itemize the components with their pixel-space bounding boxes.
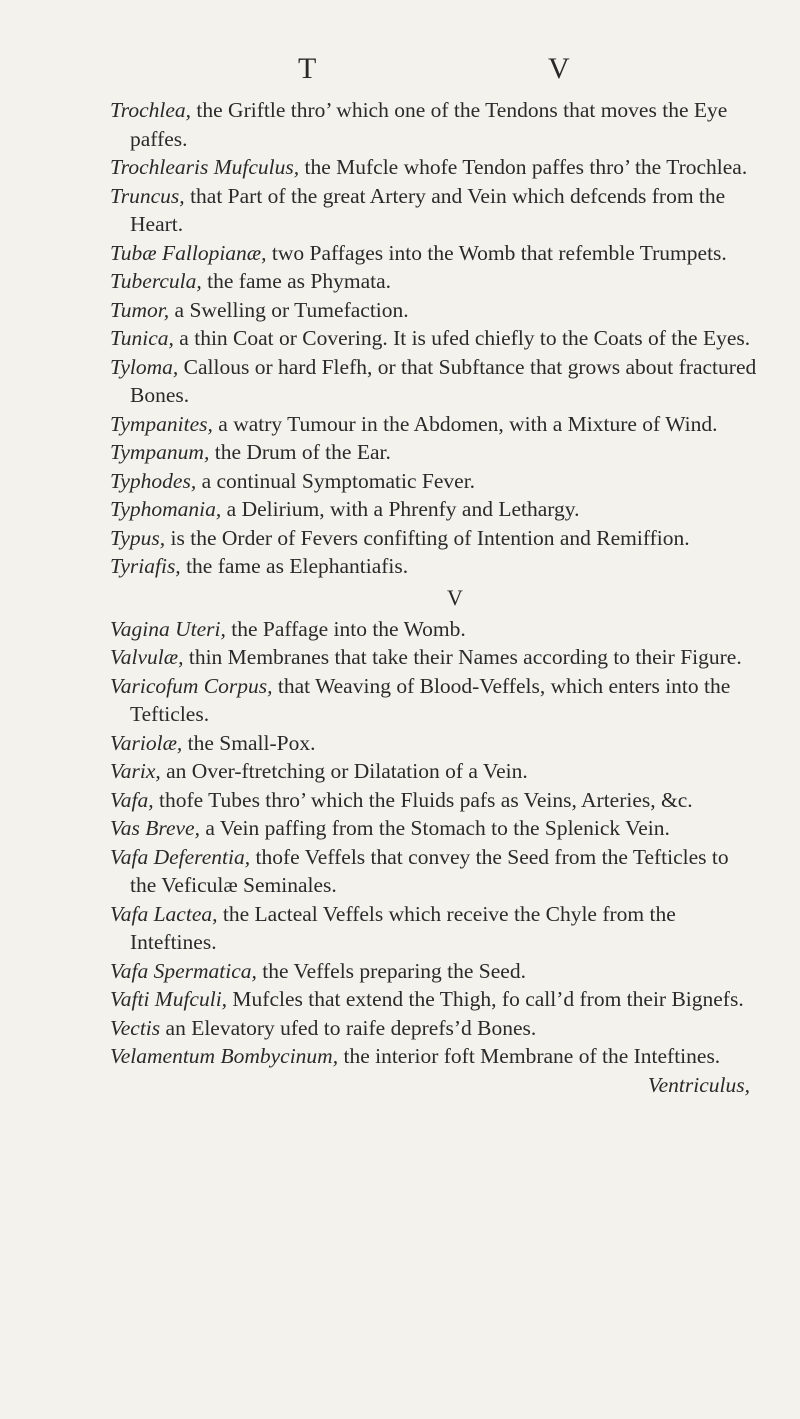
dictionary-entry bbox=[110, 643, 760, 672]
entry-term: Tumor, bbox=[110, 297, 170, 322]
dictionary-entry bbox=[110, 267, 760, 296]
entry-term: Trochlea, bbox=[110, 98, 192, 122]
entry-definition: the interior foft Membrane of the Inteftines. bbox=[343, 1044, 721, 1068]
dictionary-entry bbox=[110, 153, 760, 182]
entry-definition: Callous or hard Flefh, or that Subftance that grows about fractured Bones. bbox=[130, 354, 757, 407]
dictionary-entry bbox=[110, 96, 760, 153]
entry-definition: the Paffage into the Womb. bbox=[231, 616, 466, 641]
dictionary-entry bbox=[110, 729, 760, 758]
entry-term: Trochlearis Mufculus, bbox=[110, 155, 300, 179]
entry-definition: the Small-Pox. bbox=[187, 730, 316, 755]
entry-term: Vas Breve, bbox=[110, 816, 200, 840]
entry-term: Vafa Lactea, bbox=[110, 901, 218, 926]
entry-definition: the Drum of the Ear. bbox=[214, 440, 391, 464]
dictionary-entry bbox=[110, 410, 760, 439]
dictionary-entry bbox=[110, 900, 760, 957]
dictionary-entry bbox=[110, 1014, 760, 1043]
dictionary-entry bbox=[110, 182, 760, 239]
entry-definition: a watry Tumour in the Abdomen, with a Mixture of Wind. bbox=[218, 411, 718, 436]
entry-definition: the fame as Phymata. bbox=[207, 269, 392, 293]
dictionary-entry bbox=[110, 786, 760, 815]
header-letter-left: T bbox=[298, 52, 317, 85]
dictionary-entry bbox=[110, 438, 760, 467]
entry-definition: thofe Veffels that convey the Seed from the Tefticles to the Veficulæ Seminales. bbox=[130, 844, 729, 897]
dictionary-entry bbox=[110, 524, 760, 553]
entry-term: Tyriafis, bbox=[110, 554, 181, 578]
entry-term: Variolæ, bbox=[110, 730, 183, 755]
dictionary-entry bbox=[110, 239, 760, 268]
entry-definition: that Part of the great Artery and Vein which defcends from the Heart. bbox=[130, 183, 726, 236]
entry-definition: Mufcles that extend the Thigh, fo call’d from their Bignefs. bbox=[232, 987, 744, 1011]
entry-term: Vafa, bbox=[110, 787, 154, 812]
entries-t-section bbox=[110, 96, 760, 581]
entry-definition: a Swelling or Tumefaction. bbox=[174, 297, 409, 322]
dictionary-entries bbox=[110, 96, 760, 1099]
entry-definition: the Lacteal Veffels which receive the Chyle from the Inteftines. bbox=[130, 901, 676, 954]
section-letter-v: V bbox=[447, 584, 463, 610]
dictionary-entry bbox=[110, 353, 760, 410]
dictionary-entry bbox=[110, 843, 760, 900]
entry-definition: a Vein paffing from the Stomach to the Splenick Vein. bbox=[205, 816, 670, 840]
entry-definition: the Griftle thro’ which one of the Tendons that moves the Eye paffes. bbox=[130, 98, 728, 151]
dictionary-entry bbox=[110, 615, 760, 644]
entry-term: Vagina Uteri, bbox=[110, 616, 226, 641]
entries-v-section bbox=[110, 615, 760, 1071]
page-header bbox=[0, 52, 800, 92]
header-letter-right: V bbox=[548, 52, 570, 85]
entry-term: Varix, bbox=[110, 759, 161, 783]
dictionary-entry bbox=[110, 757, 760, 786]
entry-term: Tympanum, bbox=[110, 440, 210, 464]
entry-term: Tubæ Fallopianæ, bbox=[110, 240, 267, 265]
entry-term: Typhodes, bbox=[110, 468, 197, 493]
entry-definition: thin Membranes that take their Names according to their Figure. bbox=[188, 645, 742, 669]
catchword: Ventriculus, bbox=[647, 1072, 750, 1097]
entry-definition: an Elevatory ufed to raife deprefs’d Bones. bbox=[165, 1015, 537, 1040]
entry-definition: a continual Symptomatic Fever. bbox=[201, 468, 476, 493]
entry-term: Typus, bbox=[110, 525, 166, 550]
entry-term: Tympanites, bbox=[110, 411, 213, 436]
entry-definition: the fame as Elephantiafis. bbox=[186, 554, 409, 578]
entry-definition: that Weaving of Blood-Veffels, which enters into the Tefticles. bbox=[130, 673, 731, 726]
entry-term: Tunica, bbox=[110, 326, 174, 350]
dictionary-entry bbox=[110, 495, 760, 524]
entry-definition: two Paffages into the Womb that refemble Trumpets. bbox=[271, 240, 727, 265]
entry-definition: an Over-ftretching or Dilatation of a Vein. bbox=[166, 759, 528, 783]
entry-term: Tyloma, bbox=[110, 354, 179, 379]
entry-term: Vafti Mufculi, bbox=[110, 987, 228, 1011]
entry-term: Truncus, bbox=[110, 183, 185, 208]
entry-term: Velamentum Bombycinum, bbox=[110, 1044, 339, 1068]
entry-definition: the Veffels preparing the Seed. bbox=[262, 958, 526, 983]
entry-term: Vectis bbox=[110, 1015, 161, 1040]
entry-term: Valvulæ, bbox=[110, 645, 184, 669]
entry-definition: a Delirium, with a Phrenfy and Lethargy. bbox=[226, 497, 580, 521]
entry-definition: is the Order of Fevers confifting of Intention and Remiffion. bbox=[170, 525, 690, 550]
entry-definition: thofe Tubes thro’ which the Fluids pafs as Veins, Arteries, &c. bbox=[158, 787, 693, 812]
entry-term: Tubercula, bbox=[110, 269, 202, 293]
dictionary-entry bbox=[110, 296, 760, 325]
dictionary-entry bbox=[110, 324, 760, 353]
dictionary-entry bbox=[110, 814, 760, 843]
dictionary-entry bbox=[110, 1042, 760, 1071]
dictionary-entry bbox=[110, 552, 760, 581]
dictionary-entry bbox=[110, 957, 760, 986]
dictionary-entry bbox=[110, 467, 760, 496]
entry-definition: the Mufcle whofe Tendon paffes thro’ the Trochlea. bbox=[304, 155, 748, 179]
dictionary-entry bbox=[110, 672, 760, 729]
dictionary-entry bbox=[110, 985, 760, 1014]
entry-term: Vafa Spermatica, bbox=[110, 958, 257, 983]
entry-term: Varicofum Corpus, bbox=[110, 673, 273, 698]
entry-definition: a thin Coat or Covering. It is ufed chiefly to the Coats of the Eyes. bbox=[179, 326, 751, 350]
entry-term: Typhomania, bbox=[110, 497, 222, 521]
entry-term: Vafa Deferentia, bbox=[110, 844, 251, 869]
